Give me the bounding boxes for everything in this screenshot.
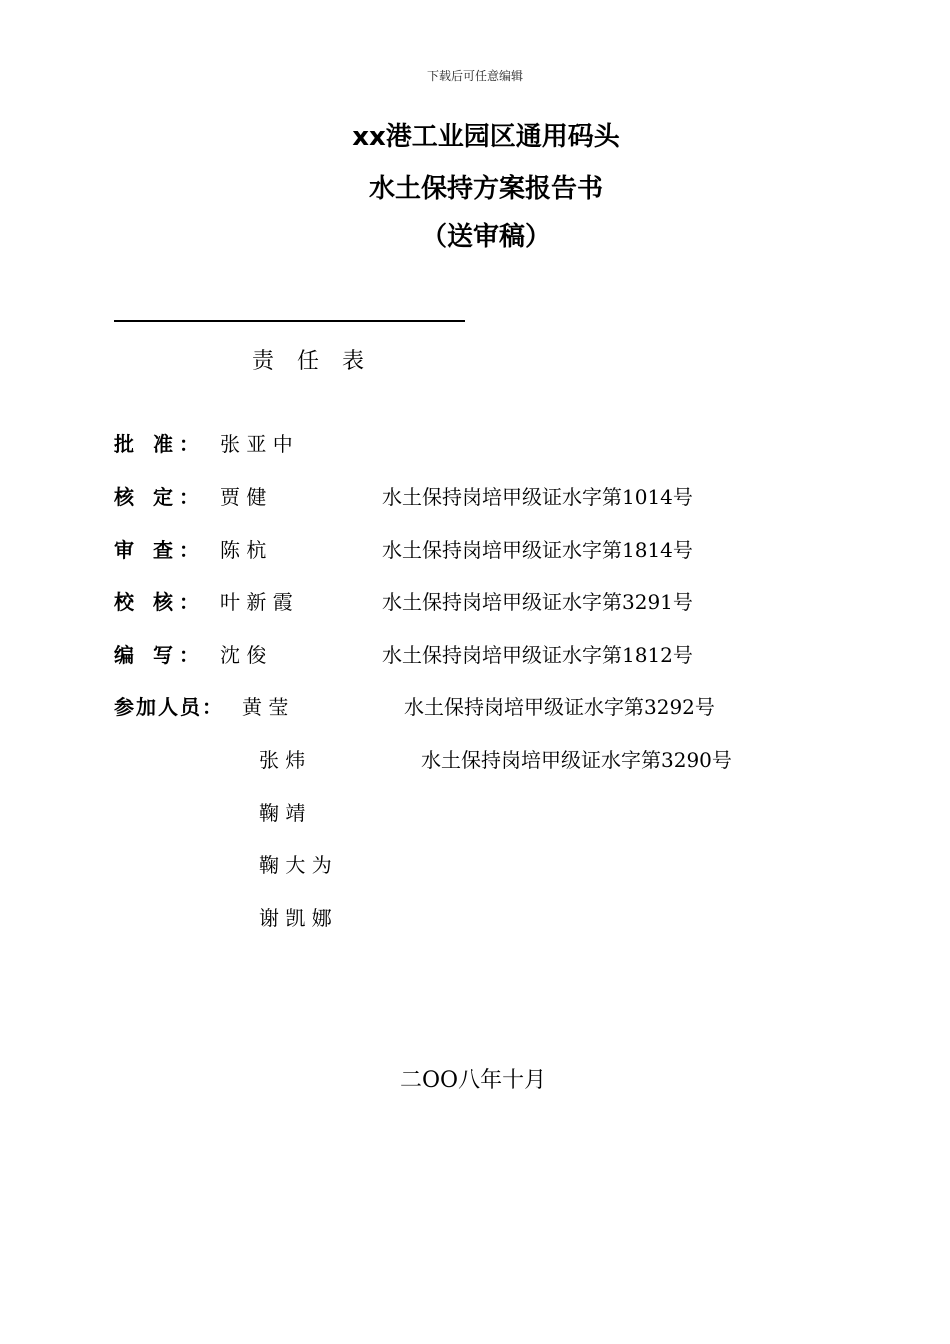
name-review: 陈 杭: [220, 538, 267, 562]
name-participant-1: 黄 莹: [242, 695, 289, 719]
document-date: 二OO八年十月: [400, 1068, 547, 1093]
name-approve: 张 亚 中: [220, 432, 293, 456]
role-label-approve: 批 准：: [114, 432, 205, 456]
name-participant-3: 鞠 靖: [259, 801, 306, 825]
name-participant-2: 张 炜: [259, 748, 306, 772]
cert-check: 水土保持岗培甲级证水字第3291号: [382, 590, 693, 614]
name-check: 叶 新 霞: [220, 590, 293, 614]
horizontal-rule: [114, 320, 465, 322]
document-title-line-3: （送审稿）: [420, 222, 551, 252]
role-label-participants: 参加人员：: [114, 695, 224, 719]
role-label-write: 编 写：: [114, 643, 205, 667]
document-title-line-2: 水土保持方案报告书: [368, 174, 603, 204]
name-participant-4: 鞠 大 为: [259, 853, 332, 877]
cert-participant-1: 水土保持岗培甲级证水字第3292号: [404, 695, 715, 719]
cert-review: 水土保持岗培甲级证水字第1814号: [382, 538, 693, 562]
cert-participant-2: 水土保持岗培甲级证水字第3290号: [421, 748, 732, 772]
role-label-review: 审 查：: [114, 538, 205, 562]
role-label-check: 校 核：: [114, 590, 205, 614]
cert-verify: 水土保持岗培甲级证水字第1014号: [382, 485, 693, 509]
name-participant-5: 谢 凯 娜: [259, 906, 332, 930]
header-note: 下载后可任意编辑: [426, 69, 523, 83]
document-title-line-1: xx港工业园区通用码头: [352, 122, 620, 152]
responsibility-table-heading: 责 任 表: [252, 349, 372, 374]
cert-write: 水土保持岗培甲级证水字第1812号: [382, 643, 693, 667]
name-verify: 贾 健: [220, 485, 267, 509]
role-label-verify: 核 定：: [114, 485, 205, 509]
name-write: 沈 俊: [220, 643, 267, 667]
